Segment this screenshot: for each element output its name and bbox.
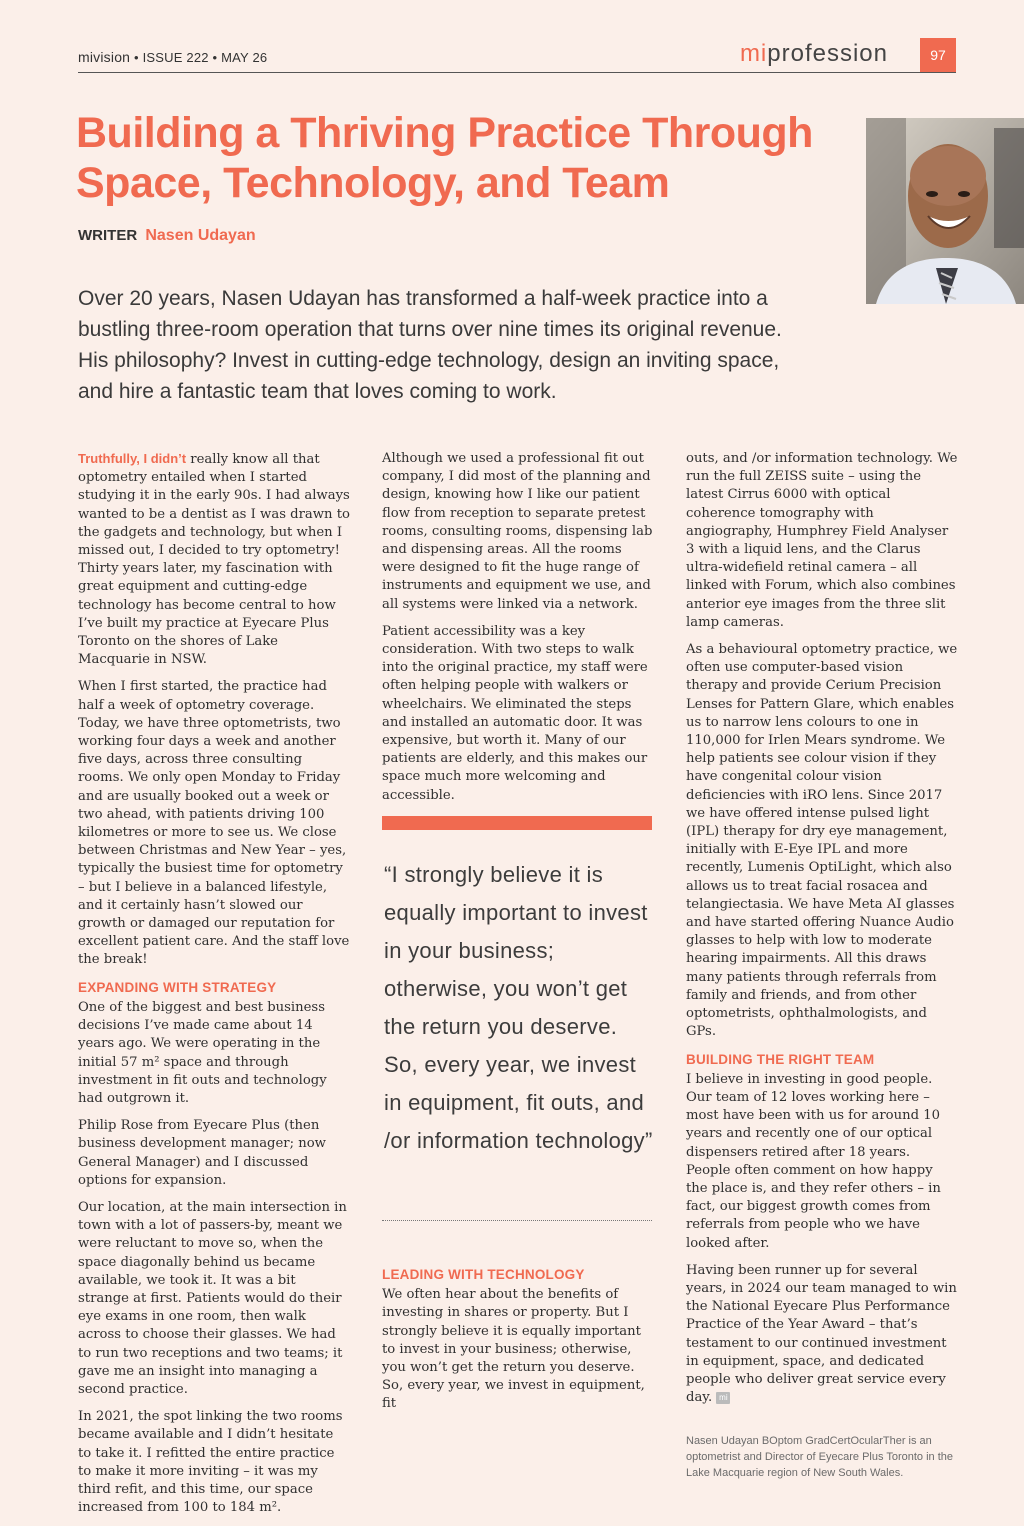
body-paragraph: Patient accessibility was a key consideration. With two steps to walk into the original practice, my staff were often helping people with walkers or wheelchairs. We eliminated the steps and installed an automatic door. It was expensive, but worth it. Many of our patients are elderly, and this makes our space much more welcoming and accessible. <box>382 623 648 803</box>
body-paragraph: outs, and /or information technology. We run the full ZEISS suite – using the latest Cirrus 6000 with optical coherence tomography with angiography, Humphrey Field Analyser 3 with a liquid lens, and the Clarus ultra-widefield retinal camera – all linked with Forum, which also combines anterior eye images from the three slit lamp cameras. <box>686 451 958 630</box>
author-name: Nasen Udayan <box>145 227 256 244</box>
subheading: LEADING WITH TECHNOLOGY <box>382 1267 585 1282</box>
body-paragraph: I believe in investing in good people. Our team of 12 loves working here – most have been with us for around 10 years and recently one of our optical dispensers retired after 18 years. People often comment on how happy the place is, and they refer others – in fact, our biggest growth comes from referrals from people who we have looked after. <box>686 1071 941 1251</box>
body-paragraph: In 2021, the spot linking the two rooms became available and I didn’t hesitate to take it. I refitted the entire practice to make it more inviting – it was my third refit, and this time, our space increased from 100 to 184 m². <box>78 1409 343 1516</box>
section-suffix: profession <box>767 40 888 67</box>
article-column-2-lower <box>382 1264 654 1414</box>
subheading: EXPANDING WITH STRATEGY <box>78 979 277 995</box>
body-paragraph: We often hear about the benefits of investing in shares or property. But I strongly believe it is equally important to invest in your business; otherwise, you won’t get the return you deserve. So, every year, we invest in equipment, fit <box>382 1287 645 1412</box>
body-paragraph: One of the biggest and best business decisions I’ve made came about 14 years ago. We were operating in the initial 57 m² space and through investment in fit outs and technology had outgrown it. <box>78 999 327 1106</box>
section-prefix: mi <box>739 40 768 67</box>
byline-label: WRITER <box>78 227 138 244</box>
lead-in: Truthfully, I didn’t <box>78 451 187 466</box>
portrait-illustration <box>866 118 1024 304</box>
article-column-1 <box>78 450 350 1526</box>
separator-dot: • <box>212 50 222 65</box>
pull-quote-divider <box>382 1220 652 1221</box>
body-paragraph <box>78 450 350 669</box>
brand-name: mivision <box>78 49 131 65</box>
body-paragraph: As a behavioural optometry practice, we often use computer-based vision therapy and provide Cerium Precision Lenses for Pattern Glare, which enables us to narrow lens colours to one in 110,000 for Irlen Mears syndrome. We help patients see colour vision if they have congenital colour vision deficiencies with iRO lens. Since 2017 we have offered intense pulsed light (IPL) therapy for dry eye management, initially with E-Eye IPL and more recently, Lumenis OptiLight, which also allows us to treat facial rosacea and telangiectasia. We have Meta AI glasses and have started offering Nuance Audio glasses to help with low to moderate hearing impairments. All this draws many patients through referrals from family and friends, and from other optometrists, ophthalmologists, and GPs. <box>686 642 958 1040</box>
issue-number: ISSUE 222 <box>142 50 209 65</box>
body-paragraph: Although we used a professional fit out company, I did most of the planning and design, knowing how I like our patient flow from reception to separate pretest rooms, consulting rooms, dispensing lab and dispensing areas. All the rooms were designed to fit the huge range of instruments and equipment we use, and all systems were linked via a network. <box>382 451 653 612</box>
body-paragraph <box>686 1262 958 1408</box>
paragraph-text: Having been runner up for several years, in 2024 our team managed to win the National Eyecare Plus Performance Practice of the Year Award – that’s testament to our continued investment in equipment, space, and dedicated people who deliver great service every day. <box>686 1262 957 1406</box>
byline <box>78 227 256 245</box>
pull-quote-bar <box>382 816 652 830</box>
author-portrait <box>866 118 1024 304</box>
body-paragraph: Our location, at the main intersection in town with a lot of passers-by, meant we were reluctant to move so, when the space diagonally behind us became available, we took it. It was a bit strange at first. Patients would do their eye exams in one room, then walk across to choose their glasses. We had to run two receptions and two teams; it gave me an insight into managing a second practice. <box>78 1199 347 1397</box>
page-number: 97 <box>920 38 956 72</box>
body-paragraph: Philip Rose from Eyecare Plus (then business development manager; now General Manager) and I discussed options for expansion. <box>78 1118 326 1188</box>
header-divider <box>78 72 956 73</box>
section-name <box>740 40 888 68</box>
end-mark-icon: mi <box>716 1392 730 1404</box>
issue-date: MAY 26 <box>221 50 268 65</box>
article-standfirst: Over 20 years, Nasen Udayan has transformed a half-week practice into a bustling three-room operation that turns over nine times its original revenue. His philosophy? Invest in cutting-edge technology, design an inviting space, and hire a fantastic team that loves coming to work. <box>78 287 782 403</box>
pull-quote: “I strongly believe it is equally important to invest in your business; otherwise, you won’t get the return you deserve. So, every year, we invest in equipment, fit outs, and /or information technology” <box>384 862 653 1153</box>
author-bio: Nasen Udayan BOptom GradCertOcularTher is an optometrist and Director of Eyecare Plus Toronto in the Lake Macquarie region of New South Wales. <box>686 1435 953 1480</box>
article-column-3 <box>686 450 958 1490</box>
separator-dot: • <box>133 50 143 65</box>
body-paragraph: When I first started, the practice had half a week of optometry coverage. Today, we have three optometrists, two working four days a week and another five days, across three consulting rooms. We only open Monday to Friday and are usually booked out a week or two ahead, with patients driving 100 kilometres or more to see us. We close between Christmas and New Year – yes, typically the busiest time for optometry – but I believe in a balanced lifestyle, and it certainly hasn’t slowed our growth or damaged our reputation for excellent patient care. And the staff love the break! <box>78 679 350 968</box>
paragraph-text: really know all that optometry entailed when I started studying it in the early 90s. I had always wanted to be a dentist as I was drawn to the gadgets and technology, but when I missed out, I decided to try optometry! Thirty years later, my fascination with great equipment and cutting-edge technology has become central to how I’ve built my practice at Eyecare Plus Toronto on the shores of Lake Macquarie in NSW. <box>78 452 350 668</box>
article-title: Building a Thriving Practice Through Space, Technology, and Team <box>76 109 813 207</box>
masthead <box>78 49 267 65</box>
article-column-2 <box>382 450 654 814</box>
subheading: BUILDING THE RIGHT TEAM <box>686 1051 875 1067</box>
